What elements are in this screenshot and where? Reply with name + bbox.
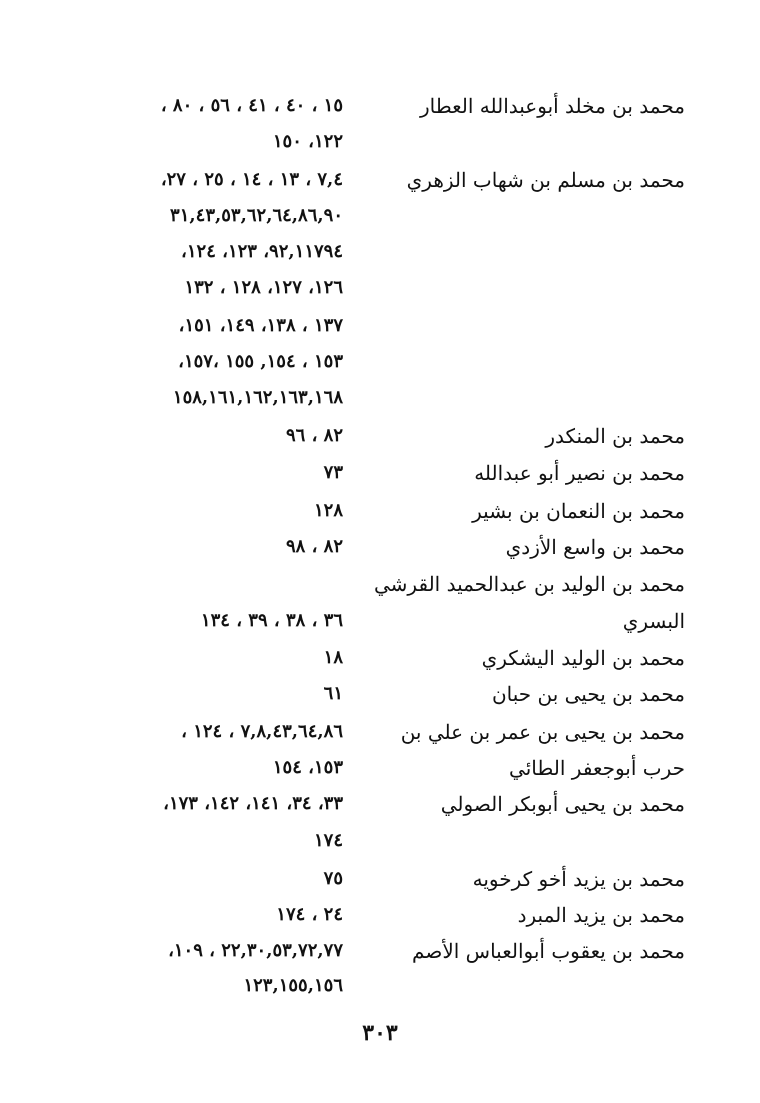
index-entry [0, 933, 760, 969]
index-entry [0, 714, 760, 750]
entry-page-refs: ١٥ ، ٤٠ ، ٤١ ، ٥٦ ، ٨٠ ، [160, 95, 343, 116]
entry-page-refs: ٨٢ ، ٩٦ [285, 425, 343, 446]
entry-name: محمد بن يزيد المبرد [517, 903, 685, 927]
index-entry [0, 308, 760, 344]
index-entry [0, 198, 760, 234]
entry-name: محمد بن مخلد أبوعبدالله العطار [419, 94, 685, 118]
entry-page-refs: ٣١,٤٣,٥٣,٦٢,٦٤,٨٦,٩٠ [170, 205, 343, 226]
entry-page-refs: ٣٣، ٣٤، ١٤١، ١٤٢، ١٧٣، [163, 793, 343, 814]
entry-name: محمد بن يحيى بن عمر بن علي بن [400, 720, 685, 744]
entry-page-refs: ٢٤ ، ١٧٤ [276, 904, 343, 925]
entry-page-refs: ٣٦ ، ٣٨ ، ٣٩ ، ١٣٤ [200, 610, 343, 631]
entry-page-refs: ١٨ [323, 647, 343, 668]
index-entry [0, 566, 760, 602]
entry-name: محمد بن يعقوب أبوالعباس الأصم [412, 939, 685, 963]
entry-page-refs: ١٢٢، ١٥٠ [272, 131, 343, 152]
index-entry [0, 344, 760, 380]
index-entry [0, 897, 760, 933]
index-entry [0, 493, 760, 529]
entry-name: حرب أبوجعفر الطائي [509, 756, 685, 780]
entry-page-refs: ١٢٦، ١٢٧، ١٢٨ ، ١٣٢ [184, 277, 343, 298]
entry-page-refs: ٧٥ [323, 868, 343, 889]
entry-name: محمد بن واسع الأزدي [505, 535, 685, 559]
index-entry [0, 786, 760, 822]
entry-page-refs: ١٣٧ ، ١٣٨، ١٤٩، ١٥١، [178, 315, 343, 336]
entry-page-refs: ٦١ [323, 683, 343, 704]
entry-page-refs: ٧٣ [323, 462, 343, 483]
entry-page-refs: ١٢٨ [313, 500, 343, 521]
index-entry [0, 968, 760, 1004]
entry-name: محمد بن المنكدر [545, 424, 685, 448]
index-entry [0, 861, 760, 897]
index-entry [0, 270, 760, 306]
index-entry [0, 823, 760, 859]
entry-page-refs: ١٥٣، ١٥٤ [272, 757, 343, 778]
index-entry [0, 676, 760, 712]
entry-page-refs: ١٥٨,١٦١,١٦٢,١٦٣,١٦٨ [172, 387, 343, 408]
entry-page-refs: ٧,٨,٤٣,٦٤,٨٦ ، ١٢٤ ، [181, 721, 343, 742]
index-entry [0, 88, 760, 124]
index-entry [0, 603, 760, 639]
entry-name: محمد بن نصير أبو عبدالله [474, 461, 685, 485]
entry-name: محمد بن الوليد اليشكري [481, 646, 685, 670]
index-entry [0, 455, 760, 491]
entry-name: البسري [622, 609, 685, 633]
entry-name: محمد بن يحيى بن حبان [491, 682, 685, 706]
entry-name: محمد بن النعمان بن بشير [472, 499, 685, 523]
entry-name: محمد بن يحيى أبوبكر الصولي [440, 792, 685, 816]
entry-page-refs: ٨٢ ، ٩٨ [285, 536, 343, 557]
entry-page-refs: ١٥٣ ، ١٥٤, ١٥٥ ،١٥٧، [178, 351, 343, 372]
index-entry [0, 418, 760, 454]
entry-page-refs: ٢٢,٣٠,٥٣,٧٢,٧٧ ، ١٠٩، [168, 940, 343, 961]
index-entry [0, 529, 760, 565]
entry-name: محمد بن الوليد بن عبدالحميد القرشي [373, 572, 685, 596]
index-entry [0, 124, 760, 160]
entry-name: محمد بن مسلم بن شهاب الزهري [406, 168, 685, 192]
entry-page-refs: ٧,٤ ، ١٣ ، ١٤ ، ٢٥ ، ٢٧، [160, 169, 343, 190]
page-number: ٣٠٣ [362, 1020, 398, 1046]
index-entry [0, 750, 760, 786]
entry-page-refs: ١٧٤ [313, 830, 343, 851]
index-entry [0, 162, 760, 198]
index-entry [0, 380, 760, 416]
entry-page-refs: ٩٢,١١٧٩٤، ١٢٣، ١٢٤، [181, 241, 343, 262]
entry-name: محمد بن يزيد أخو كرخويه [472, 867, 685, 891]
index-entry [0, 640, 760, 676]
entry-page-refs: ١٢٣,١٥٥,١٥٦ [243, 975, 343, 996]
index-entry [0, 234, 760, 270]
